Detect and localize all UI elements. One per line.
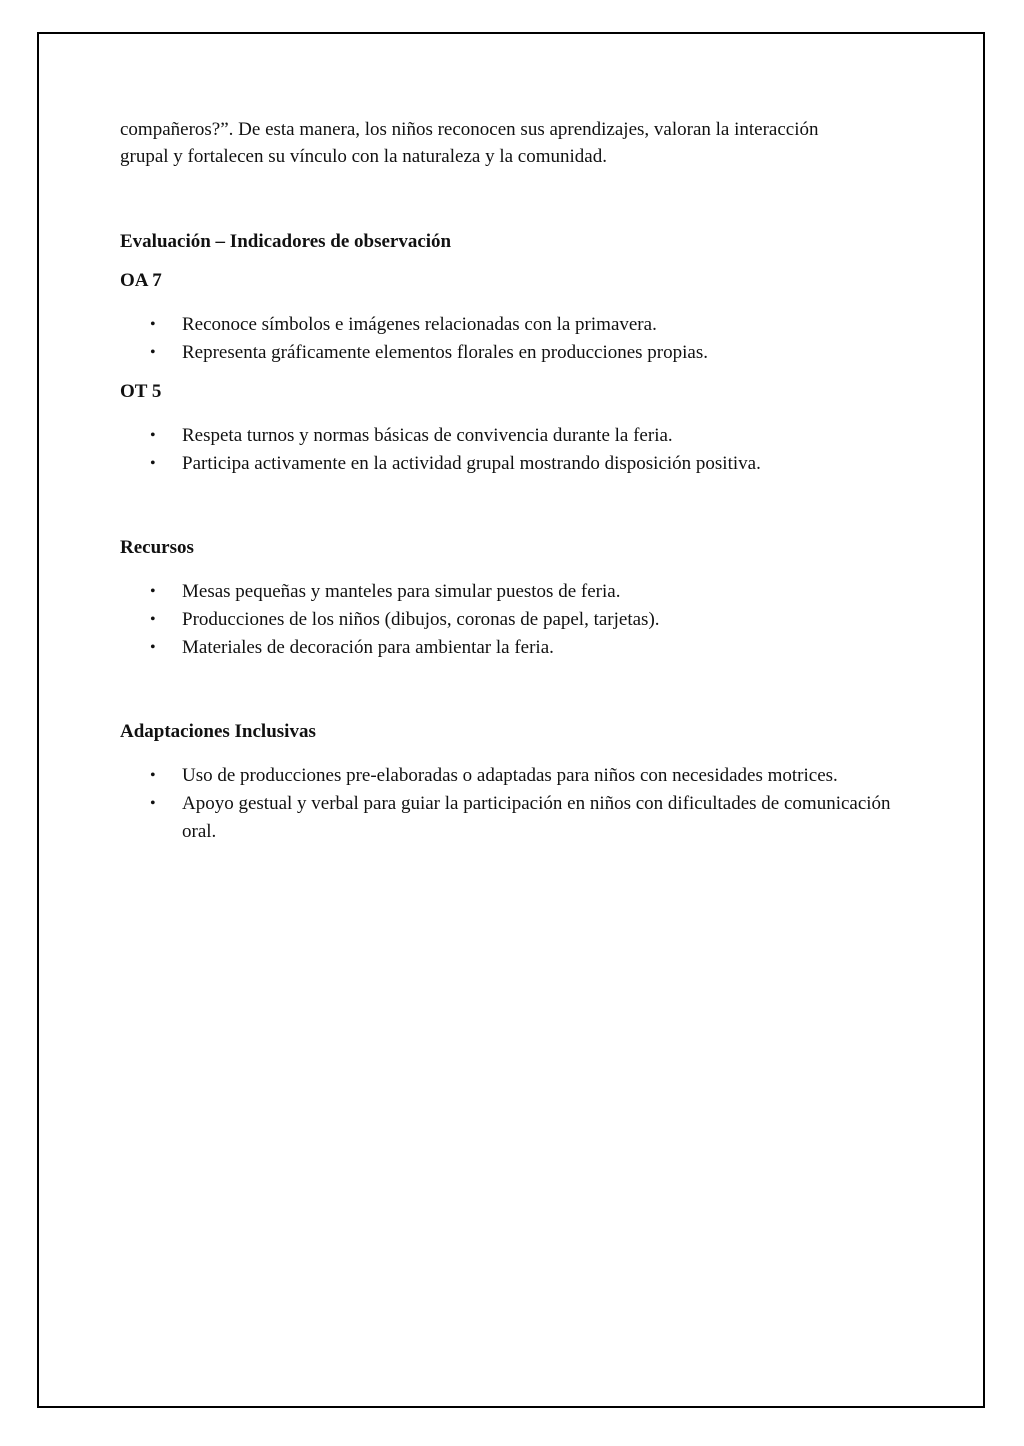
list-item <box>120 790 920 846</box>
bullet-icon: • <box>150 427 156 444</box>
bullet-icon: • <box>150 639 156 656</box>
bullet-icon: • <box>150 344 156 361</box>
list-item <box>120 578 920 606</box>
bullet-icon: • <box>150 316 156 333</box>
document-body <box>120 116 920 846</box>
bullet-icon: • <box>150 455 156 472</box>
list-item-text: Uso de producciones pre-elaboradas o adaptadas para niños con necesidades motrices. <box>182 765 838 786</box>
intro-line-1: compañeros?”. De esta manera, los niños reconocen sus aprendizajes, valoran la interacción <box>120 119 819 140</box>
adaptaciones-heading: Adaptaciones Inclusivas <box>120 721 316 742</box>
bullet-icon: • <box>150 767 156 784</box>
list-item-text: Materiales de decoración para ambientar la feria. <box>182 637 554 658</box>
list-item-text: Apoyo gestual y verbal para guiar la participación en niños con dificultades de comunicación oral. <box>182 793 891 842</box>
bullet-icon: • <box>150 611 156 628</box>
list-item-text: Participa activamente en la actividad grupal mostrando disposición positiva. <box>182 453 761 474</box>
list-item <box>120 762 920 790</box>
oa7-list <box>120 311 920 367</box>
list-item <box>120 450 920 478</box>
list-item-text: Reconoce símbolos e imágenes relacionadas con la primavera. <box>182 314 657 335</box>
list-item-text: Mesas pequeñas y manteles para simular puestos de feria. <box>182 581 621 602</box>
intro-paragraph <box>120 116 920 170</box>
list-item <box>120 339 920 367</box>
ot5-label: OT 5 <box>120 381 162 402</box>
ot5-list <box>120 422 920 478</box>
evaluacion-heading: Evaluación – Indicadores de observación <box>120 231 452 252</box>
bullet-icon: • <box>150 795 156 812</box>
bullet-icon: • <box>150 583 156 600</box>
adaptaciones-list <box>120 762 920 846</box>
list-item-text: Producciones de los niños (dibujos, coronas de papel, tarjetas). <box>182 609 660 630</box>
list-item-text: Representa gráficamente elementos florales en producciones propias. <box>182 342 708 363</box>
recursos-heading: Recursos <box>120 537 194 558</box>
list-item-text: Respeta turnos y normas básicas de convivencia durante la feria. <box>182 425 673 446</box>
list-item <box>120 606 920 634</box>
list-item <box>120 311 920 339</box>
intro-line-2: grupal y fortalecen su vínculo con la naturaleza y la comunidad. <box>120 146 607 167</box>
list-item <box>120 634 920 662</box>
list-item <box>120 422 920 450</box>
oa7-label: OA 7 <box>120 270 162 291</box>
recursos-list <box>120 578 920 662</box>
